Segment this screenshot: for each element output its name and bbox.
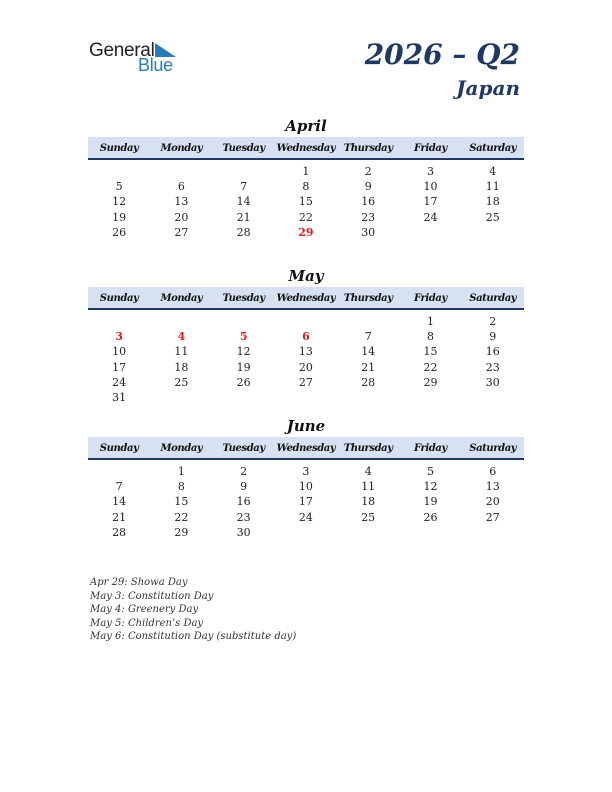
holiday-note: May 5: Children’s Day (90, 617, 204, 629)
page-title: 2026 – Q2 (364, 38, 520, 71)
day-cell: 8 (426, 330, 434, 344)
month-may (88, 265, 524, 405)
weekday-label: Sunday (99, 143, 139, 154)
day-cell: 21 (361, 360, 376, 374)
day-cell: 28 (236, 225, 251, 239)
day-cell: 30 (485, 375, 500, 389)
weekday-label: Saturday (469, 443, 517, 454)
day-cell (337, 525, 399, 540)
day-cell: 27 (174, 225, 189, 239)
day-cell (150, 164, 212, 179)
week-row (88, 494, 524, 509)
day-cell: 28 (112, 525, 127, 539)
weekday-label: Monday (160, 143, 203, 154)
week-row (88, 479, 524, 494)
day-cell: 11 (361, 480, 376, 494)
day-cell: 14 (236, 195, 251, 209)
day-cell (399, 390, 461, 405)
day-cell: 4 (177, 330, 186, 344)
day-cell: 27 (298, 375, 313, 389)
weekday-label: Thursday (343, 293, 393, 304)
day-cell: 25 (174, 375, 189, 389)
day-cell (88, 464, 150, 479)
day-cell: 23 (361, 210, 376, 224)
month-title: May (288, 267, 324, 285)
day-cell: 3 (426, 165, 434, 178)
month-title: April (285, 117, 327, 135)
weekday-label: Sunday (99, 443, 139, 454)
day-cell: 11 (485, 180, 500, 194)
day-cell: 9 (240, 480, 248, 494)
day-cell: 15 (298, 195, 313, 209)
day-cell (399, 225, 461, 240)
month-april (88, 115, 524, 240)
month-june (88, 415, 524, 540)
day-cell: 22 (423, 360, 438, 374)
weekday-header (88, 287, 524, 310)
weekday-label: Thursday (343, 443, 393, 454)
day-cell: 30 (361, 225, 376, 239)
day-cell: 26 (423, 510, 438, 524)
weekday-label: Saturday (469, 293, 517, 304)
day-cell: 13 (298, 345, 313, 359)
day-cell (275, 525, 337, 540)
day-cell: 21 (236, 210, 251, 224)
day-cell: 15 (423, 345, 438, 359)
day-cell: 14 (112, 495, 127, 509)
day-cell: 18 (485, 195, 500, 209)
day-cell: 19 (423, 495, 438, 509)
day-cell: 24 (423, 210, 438, 224)
day-cell: 16 (236, 495, 251, 509)
week-row (88, 194, 524, 209)
day-cell (399, 525, 461, 540)
day-cell: 13 (174, 195, 189, 209)
weekday-label: Friday (414, 293, 447, 304)
day-cell (150, 390, 212, 405)
day-cell: 3 (302, 465, 310, 478)
day-cell: 28 (361, 375, 376, 389)
day-cell: 21 (112, 510, 127, 524)
day-cell: 18 (174, 360, 189, 374)
day-cell: 9 (364, 180, 372, 194)
weekday-label: Tuesday (222, 443, 265, 454)
day-cell: 3 (115, 330, 123, 344)
day-cell: 23 (485, 360, 500, 374)
day-cell: 12 (112, 195, 127, 209)
day-cell: 26 (112, 225, 127, 239)
weekday-label: Wednesday (276, 443, 336, 454)
weekday-label: Wednesday (276, 143, 336, 154)
holiday-note: May 6: Constitution Day (substitute day) (90, 631, 297, 643)
day-cell: 19 (112, 210, 127, 224)
day-cell: 22 (174, 510, 189, 524)
day-cell: 7 (364, 330, 372, 344)
day-cell (462, 225, 524, 240)
day-cell: 29 (174, 525, 189, 539)
generalblue-logo (89, 40, 189, 76)
day-cell: 9 (489, 330, 497, 344)
day-cell: 20 (298, 360, 313, 374)
holiday-note: May 4: Greenery Day (90, 604, 199, 616)
week-row (88, 225, 524, 240)
month-grid (88, 160, 524, 240)
day-cell: 1 (426, 315, 434, 328)
day-cell: 20 (174, 210, 189, 224)
day-cell: 19 (236, 360, 251, 374)
day-cell: 29 (298, 225, 314, 239)
weekday-header (88, 437, 524, 460)
holiday-note: May 3: Constitution Day (90, 590, 214, 602)
day-cell: 5 (115, 180, 123, 194)
day-cell: 16 (485, 345, 500, 359)
weekday-label: Wednesday (276, 293, 336, 304)
day-cell (275, 390, 337, 405)
weekday-label: Tuesday (222, 143, 265, 154)
day-cell (88, 314, 150, 329)
week-row (88, 510, 524, 525)
day-cell: 27 (485, 510, 500, 524)
day-cell: 12 (236, 345, 251, 359)
day-cell: 2 (364, 165, 372, 178)
day-cell: 22 (298, 210, 313, 224)
day-cell: 29 (423, 375, 438, 389)
weekday-label: Friday (414, 443, 447, 454)
day-cell: 4 (364, 465, 372, 478)
logo-word-blue: Blue (138, 55, 173, 75)
week-row (88, 344, 524, 359)
weekday-header (88, 137, 524, 160)
month-title: June (286, 417, 326, 435)
day-cell: 17 (112, 360, 127, 374)
day-cell: 1 (177, 465, 185, 478)
day-cell (88, 164, 150, 179)
holiday-note: Apr 29: Showa Day (90, 577, 188, 588)
day-cell: 4 (489, 165, 497, 178)
week-row (88, 314, 524, 329)
weekday-label: Saturday (469, 143, 517, 154)
day-cell: 5 (426, 465, 434, 478)
day-cell: 24 (298, 510, 313, 524)
week-row (88, 179, 524, 194)
day-cell (462, 390, 524, 405)
day-cell: 15 (174, 495, 189, 509)
weekday-label: Friday (414, 143, 447, 154)
day-cell: 25 (485, 210, 500, 224)
day-cell: 8 (302, 180, 310, 194)
day-cell (337, 390, 399, 405)
weekday-label: Tuesday (222, 293, 265, 304)
week-row (88, 210, 524, 225)
weekday-label: Monday (160, 443, 203, 454)
country-name: Japan (456, 76, 520, 100)
holiday-notes (90, 576, 490, 644)
week-row (88, 329, 524, 344)
day-cell (150, 314, 212, 329)
week-row (88, 164, 524, 179)
day-cell: 10 (423, 180, 438, 194)
logo-word-general: General (89, 40, 155, 61)
day-cell: 26 (236, 375, 251, 389)
day-cell (337, 314, 399, 329)
day-cell: 10 (298, 480, 313, 494)
day-cell: 2 (489, 315, 497, 328)
day-cell: 23 (236, 510, 251, 524)
day-cell: 31 (112, 390, 127, 404)
day-cell: 6 (177, 180, 185, 194)
day-cell: 2 (240, 465, 248, 478)
day-cell: 14 (361, 345, 376, 359)
week-row (88, 464, 524, 479)
weekday-label: Sunday (99, 293, 139, 304)
day-cell (275, 314, 337, 329)
day-cell: 17 (298, 495, 313, 509)
day-cell: 11 (174, 345, 189, 359)
day-cell: 7 (115, 480, 123, 494)
day-cell: 13 (485, 480, 500, 494)
day-cell (213, 164, 275, 179)
day-cell: 30 (236, 525, 251, 539)
day-cell: 17 (423, 195, 438, 209)
day-cell: 24 (112, 375, 127, 389)
month-grid (88, 310, 524, 405)
week-row (88, 390, 524, 405)
day-cell: 6 (489, 465, 497, 478)
day-cell: 18 (361, 495, 376, 509)
weekday-label: Thursday (343, 143, 393, 154)
weekday-label: Monday (160, 293, 203, 304)
day-cell (213, 390, 275, 405)
day-cell (213, 314, 275, 329)
day-cell: 5 (239, 330, 248, 344)
day-cell: 8 (177, 480, 185, 494)
day-cell: 16 (361, 195, 376, 209)
day-cell: 12 (423, 480, 438, 494)
day-cell: 1 (302, 165, 310, 178)
day-cell: 6 (302, 330, 310, 344)
day-cell: 25 (361, 510, 376, 524)
week-row (88, 375, 524, 390)
month-grid (88, 460, 524, 540)
day-cell (462, 525, 524, 540)
day-cell: 20 (485, 495, 500, 509)
week-row (88, 525, 524, 540)
day-cell: 10 (112, 345, 127, 359)
day-cell: 7 (240, 180, 248, 194)
week-row (88, 360, 524, 375)
